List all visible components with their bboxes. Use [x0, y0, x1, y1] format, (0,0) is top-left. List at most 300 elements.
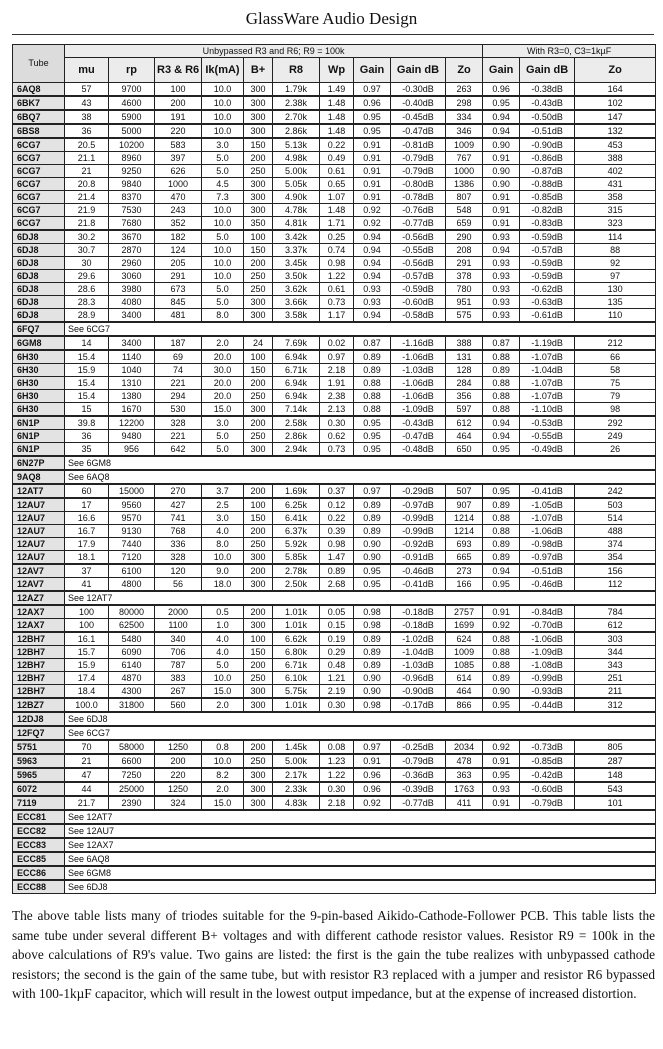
table-cell: 0.91	[483, 191, 520, 204]
table-cell: 336	[155, 538, 202, 551]
table-cell: 9840	[109, 178, 155, 191]
tube-name-cell: 6CG7	[13, 152, 65, 165]
table-cell: 5.0	[202, 296, 244, 309]
table-row	[13, 796, 656, 810]
tube-name-cell: 9AQ8	[13, 470, 65, 484]
table-cell: -0.56dB	[391, 257, 446, 270]
table-cell: 56	[155, 578, 202, 592]
table-row	[13, 430, 656, 443]
table-cell: 36	[65, 430, 109, 443]
table-cell: -0.99dB	[520, 672, 575, 685]
table-cell: 37	[65, 564, 109, 578]
table-cell: 21.9	[65, 204, 109, 217]
table-cell: 363	[446, 768, 483, 782]
table-cell: -0.97dB	[391, 498, 446, 512]
table-cell: 294	[155, 390, 202, 403]
table-cell: 300	[244, 204, 273, 217]
table-cell: -1.07dB	[520, 512, 575, 525]
table-cell: 164	[575, 83, 656, 97]
table-cell: 1.79k	[273, 83, 320, 97]
table-cell: 16.7	[65, 525, 109, 538]
see-also-row	[13, 838, 656, 852]
table-cell: -0.25dB	[391, 740, 446, 754]
tube-name-cell: 12AV7	[13, 578, 65, 592]
table-cell: 250	[244, 270, 273, 283]
table-row	[13, 416, 656, 430]
tube-name-cell: 12BH7	[13, 685, 65, 699]
table-cell: 3.66k	[273, 296, 320, 309]
table-cell: 1380	[109, 390, 155, 403]
table-row	[13, 698, 656, 712]
table-cell: 20.0	[202, 377, 244, 390]
table-cell: -1.07dB	[520, 350, 575, 364]
tube-name-cell: 6H30	[13, 350, 65, 364]
table-cell: 0.91	[483, 204, 520, 217]
table-cell: 29.6	[65, 270, 109, 283]
table-cell: 39.8	[65, 416, 109, 430]
tube-name-cell: 6H30	[13, 390, 65, 403]
table-cell: 58	[575, 364, 656, 377]
table-cell: 0.49	[320, 152, 354, 165]
table-cell: 0.22	[320, 512, 354, 525]
table-cell: 3060	[109, 270, 155, 283]
table-cell: 0.98	[320, 257, 354, 270]
see-also-row	[13, 880, 656, 894]
table-cell: 0.90	[483, 138, 520, 152]
table-cell: 665	[446, 551, 483, 565]
table-cell: 250	[244, 538, 273, 551]
table-cell: 1214	[446, 525, 483, 538]
table-cell: 6600	[109, 754, 155, 768]
tube-name-cell: 12AV7	[13, 564, 65, 578]
page-title: GlassWare Audio Design	[245, 9, 418, 28]
tube-name-cell: 6N1P	[13, 430, 65, 443]
table-cell: 2.78k	[273, 564, 320, 578]
table-cell: 10.0	[202, 257, 244, 270]
table-cell: 0.93	[483, 782, 520, 796]
tube-name-cell: 6H30	[13, 377, 65, 390]
table-cell: 907	[446, 498, 483, 512]
table-cell: 866	[446, 698, 483, 712]
table-cell: 0.89	[483, 538, 520, 551]
table-cell: 0.88	[483, 659, 520, 672]
table-cell: 328	[155, 416, 202, 430]
tube-name-cell: 5751	[13, 740, 65, 754]
table-cell: 15.0	[202, 796, 244, 810]
table-cell: 4800	[109, 578, 155, 592]
table-cell: -0.17dB	[391, 698, 446, 712]
tube-name-cell: 12AT7	[13, 484, 65, 498]
table-cell: 2000	[155, 605, 202, 619]
table-cell: 0.89	[354, 512, 391, 525]
table-cell: 0.90	[483, 178, 520, 191]
table-row	[13, 605, 656, 619]
table-cell: 0.88	[483, 350, 520, 364]
table-cell: 92	[575, 257, 656, 270]
tube-name-cell: ECC85	[13, 852, 65, 866]
table-cell: -0.57dB	[520, 244, 575, 257]
table-cell: 0.08	[320, 740, 354, 754]
table-cell: -0.92dB	[391, 538, 446, 551]
table-cell: 358	[575, 191, 656, 204]
table-cell: 3.0	[202, 416, 244, 430]
table-cell: 0.95	[354, 124, 391, 138]
tube-name-cell: 6DJ8	[13, 257, 65, 270]
tube-name-cell: 6AQ8	[13, 83, 65, 97]
table-cell: 2.33k	[273, 782, 320, 796]
table-cell: 2.68	[320, 578, 354, 592]
table-cell: 10.0	[202, 244, 244, 257]
tube-name-cell: 5963	[13, 754, 65, 768]
table-cell: 324	[155, 796, 202, 810]
table-cell: 4600	[109, 96, 155, 110]
table-cell: 0.65	[320, 178, 354, 191]
table-row	[13, 782, 656, 796]
tube-name-cell: 12AU7	[13, 512, 65, 525]
table-cell: 0.94	[354, 257, 391, 270]
table-row	[13, 685, 656, 699]
tube-name-cell: 6H30	[13, 403, 65, 417]
table-cell: 200	[244, 484, 273, 498]
table-cell: 583	[155, 138, 202, 152]
table-cell: -0.60dB	[520, 782, 575, 796]
table-cell: 956	[109, 443, 155, 457]
table-cell: 0.90	[354, 672, 391, 685]
table-cell: -1.16dB	[391, 336, 446, 350]
table-cell: -0.98dB	[520, 538, 575, 551]
table-cell: 0.97	[354, 740, 391, 754]
table-cell: 0.90	[354, 685, 391, 699]
table-cell: 470	[155, 191, 202, 204]
table-cell: 4.78k	[273, 204, 320, 217]
table-cell: 1.48	[320, 110, 354, 124]
table-cell: 2.18	[320, 364, 354, 377]
table-cell: 156	[575, 564, 656, 578]
table-cell: 0.94	[483, 124, 520, 138]
table-cell: 41	[65, 578, 109, 592]
table-cell: 191	[155, 110, 202, 124]
table-cell: 0.92	[354, 204, 391, 217]
table-cell: 0.93	[483, 257, 520, 270]
table-cell: 6.94k	[273, 390, 320, 403]
table-cell: 10.0	[202, 270, 244, 283]
table-cell: 0.30	[320, 416, 354, 430]
table-cell: 514	[575, 512, 656, 525]
table-cell: 543	[575, 782, 656, 796]
table-cell: 4870	[109, 672, 155, 685]
tube-name-cell: ECC86	[13, 866, 65, 880]
table-cell: 300	[244, 309, 273, 323]
table-cell: 298	[446, 96, 483, 110]
table-cell: 0.91	[354, 138, 391, 152]
table-cell: 3.0	[202, 138, 244, 152]
table-cell: 1009	[446, 646, 483, 659]
table-cell: 2.86k	[273, 430, 320, 443]
table-cell: 7120	[109, 551, 155, 565]
table-cell: 2.0	[202, 336, 244, 350]
table-cell: 5.0	[202, 165, 244, 178]
column-header: Wp	[320, 58, 354, 83]
table-cell: 300	[244, 578, 273, 592]
table-cell: 212	[575, 336, 656, 350]
table-cell: 243	[155, 204, 202, 217]
table-row	[13, 270, 656, 283]
table-cell: 0.74	[320, 244, 354, 257]
table-cell: 624	[446, 632, 483, 646]
table-cell: 74	[155, 364, 202, 377]
table-cell: 2.0	[202, 782, 244, 796]
table-cell: -0.97dB	[520, 551, 575, 565]
table-cell: 0.88	[483, 390, 520, 403]
table-cell: -0.79dB	[391, 754, 446, 768]
see-also-row	[13, 470, 656, 484]
table-cell: 6.71k	[273, 659, 320, 672]
table-cell: -0.41dB	[391, 578, 446, 592]
table-row	[13, 659, 656, 672]
table-row	[13, 672, 656, 685]
table-cell: 5.0	[202, 430, 244, 443]
table-cell: 135	[575, 296, 656, 309]
table-row	[13, 124, 656, 138]
table-cell: 1.48	[320, 124, 354, 138]
table-cell: 0.94	[483, 416, 520, 430]
table-cell: 350	[244, 217, 273, 231]
table-row	[13, 244, 656, 257]
table-cell: 221	[155, 430, 202, 443]
table-cell: -0.85dB	[520, 754, 575, 768]
table-cell: 100	[244, 632, 273, 646]
table-cell: -1.06dB	[520, 525, 575, 538]
table-cell: 6.80k	[273, 646, 320, 659]
table-cell: -0.77dB	[391, 796, 446, 810]
tube-name-cell: 12AX7	[13, 605, 65, 619]
table-cell: 10.0	[202, 217, 244, 231]
table-cell: 0.95	[354, 578, 391, 592]
tube-name-cell: 6N1P	[13, 416, 65, 430]
table-cell: 15.0	[202, 403, 244, 417]
table-cell: 2.38	[320, 390, 354, 403]
tube-name-cell: 6CG7	[13, 178, 65, 191]
table-cell: 427	[155, 498, 202, 512]
table-cell: -0.85dB	[520, 191, 575, 204]
table-cell: -0.77dB	[391, 217, 446, 231]
see-also-cell: See 6AQ8	[65, 852, 656, 866]
see-also-row	[13, 824, 656, 838]
table-cell: -0.58dB	[391, 309, 446, 323]
table-cell: 0.73	[320, 296, 354, 309]
table-row	[13, 512, 656, 525]
table-cell: 58000	[109, 740, 155, 754]
table-cell: 807	[446, 191, 483, 204]
tube-name-cell: 12AU7	[13, 551, 65, 565]
table-cell: 5.92k	[273, 538, 320, 551]
table-cell: 1040	[109, 364, 155, 377]
table-cell: -0.62dB	[520, 283, 575, 296]
table-cell: 18.4	[65, 685, 109, 699]
table-row	[13, 296, 656, 309]
table-cell: 374	[575, 538, 656, 551]
table-cell: 1.01k	[273, 698, 320, 712]
table-cell: 6.41k	[273, 512, 320, 525]
table-cell: 0.89	[354, 659, 391, 672]
table-cell: 0.73	[320, 443, 354, 457]
table-cell: -0.79dB	[520, 796, 575, 810]
table-cell: 0.91	[354, 191, 391, 204]
table-cell: 21.7	[65, 796, 109, 810]
table-cell: 0.05	[320, 605, 354, 619]
table-cell: 112	[575, 578, 656, 592]
table-cell: 0.48	[320, 659, 354, 672]
tube-name-cell: 6DJ8	[13, 270, 65, 283]
table-cell: -0.55dB	[391, 244, 446, 257]
table-cell: 1.91	[320, 377, 354, 390]
table-cell: 26	[575, 443, 656, 457]
table-cell: 200	[244, 377, 273, 390]
table-cell: 300	[244, 403, 273, 417]
table-cell: 2.38k	[273, 96, 320, 110]
table-cell: 38	[65, 110, 109, 124]
table-cell: -0.78dB	[391, 191, 446, 204]
table-body	[13, 83, 656, 894]
tube-name-cell: 12FQ7	[13, 726, 65, 740]
table-cell: 0.91	[483, 152, 520, 165]
table-cell: 0.62	[320, 430, 354, 443]
table-cell: 30.0	[202, 364, 244, 377]
table-cell: 6100	[109, 564, 155, 578]
table-cell: 10.0	[202, 672, 244, 685]
table-cell: 2390	[109, 796, 155, 810]
table-cell: 0.89	[354, 350, 391, 364]
table-cell: 0.93	[483, 270, 520, 283]
table-cell: 300	[244, 551, 273, 565]
see-also-row	[13, 322, 656, 336]
table-cell: 784	[575, 605, 656, 619]
table-cell: -0.96dB	[391, 672, 446, 685]
table-cell: 1.69k	[273, 484, 320, 498]
table-cell: 0.94	[483, 430, 520, 443]
table-cell: 0.5	[202, 605, 244, 619]
table-cell: 5.00k	[273, 165, 320, 178]
table-cell: 0.97	[354, 484, 391, 498]
table-cell: 300	[244, 296, 273, 309]
table-cell: 0.98	[320, 538, 354, 551]
see-also-cell: See 6GM8	[65, 866, 656, 880]
table-cell: 15.9	[65, 659, 109, 672]
table-cell: -0.88dB	[520, 178, 575, 191]
table-cell: 251	[575, 672, 656, 685]
table-row	[13, 377, 656, 390]
tube-name-cell: 6DJ8	[13, 309, 65, 323]
table-cell: 0.91	[483, 796, 520, 810]
table-cell: 21.8	[65, 217, 109, 231]
table-cell: -0.81dB	[391, 138, 446, 152]
table-cell: 356	[446, 390, 483, 403]
table-cell: 300	[244, 96, 273, 110]
table-cell: 21.1	[65, 152, 109, 165]
table-cell: 1.0	[202, 619, 244, 633]
table-row	[13, 390, 656, 403]
table-cell: -1.03dB	[391, 659, 446, 672]
table-cell: -1.09dB	[520, 646, 575, 659]
table-cell: 98	[575, 403, 656, 417]
table-cell: 21	[65, 165, 109, 178]
table-cell: 0.96	[483, 83, 520, 97]
table-cell: 1386	[446, 178, 483, 191]
table-cell: 0.89	[354, 632, 391, 646]
table-cell: -0.40dB	[391, 96, 446, 110]
table-cell: 1000	[155, 178, 202, 191]
see-also-row	[13, 866, 656, 880]
table-cell: -1.03dB	[391, 364, 446, 377]
tube-name-cell: ECC83	[13, 838, 65, 852]
table-cell: 0.91	[354, 165, 391, 178]
table-cell: -0.57dB	[391, 270, 446, 283]
table-row	[13, 754, 656, 768]
table-cell: 0.91	[354, 178, 391, 191]
table-cell: -0.90dB	[391, 685, 446, 699]
table-row	[13, 152, 656, 165]
tube-name-cell: 12DJ8	[13, 712, 65, 726]
table-cell: 4.0	[202, 632, 244, 646]
table-cell: 97	[575, 270, 656, 283]
tube-name-cell: 6BQ7	[13, 110, 65, 124]
table-cell: 2.86k	[273, 124, 320, 138]
table-cell: -0.43dB	[520, 96, 575, 110]
table-cell: 220	[155, 124, 202, 138]
table-cell: 383	[155, 672, 202, 685]
table-cell: -0.41dB	[520, 484, 575, 498]
column-header: mu	[65, 58, 109, 83]
table-cell: 43	[65, 96, 109, 110]
table-row	[13, 564, 656, 578]
table-cell: -0.59dB	[520, 230, 575, 244]
table-row	[13, 768, 656, 782]
table-cell: 0.93	[354, 283, 391, 296]
table-cell: 4300	[109, 685, 155, 699]
table-cell: 0.88	[354, 403, 391, 417]
tube-name-cell: 6N27P	[13, 456, 65, 470]
table-cell: 951	[446, 296, 483, 309]
table-cell: 0.95	[483, 578, 520, 592]
table-cell: 200	[244, 257, 273, 270]
table-cell: 5.13k	[273, 138, 320, 152]
tube-name-cell: 12AX7	[13, 619, 65, 633]
table-cell: -0.59dB	[520, 257, 575, 270]
table-cell: 388	[446, 336, 483, 350]
table-cell: 250	[244, 283, 273, 296]
table-cell: 200	[244, 152, 273, 165]
table-cell: 0.94	[354, 270, 391, 283]
table-cell: -0.42dB	[520, 768, 575, 782]
table-cell: 5.00k	[273, 754, 320, 768]
table-cell: 150	[244, 244, 273, 257]
table-cell: 10.0	[202, 83, 244, 97]
table-cell: 1763	[446, 782, 483, 796]
table-cell: 2.13	[320, 403, 354, 417]
table-cell: 1250	[155, 782, 202, 796]
table-cell: 200	[244, 659, 273, 672]
table-cell: -0.46dB	[520, 578, 575, 592]
table-cell: 250	[244, 672, 273, 685]
see-also-cell: See 6DJ8	[65, 712, 656, 726]
see-also-cell: See 6CG7	[65, 322, 656, 336]
see-also-cell: See 12AT7	[65, 810, 656, 824]
table-cell: 1.01k	[273, 605, 320, 619]
table-cell: 2.94k	[273, 443, 320, 457]
table-cell: 0.92	[354, 796, 391, 810]
table-cell: 4.83k	[273, 796, 320, 810]
column-header: R8	[273, 58, 320, 83]
